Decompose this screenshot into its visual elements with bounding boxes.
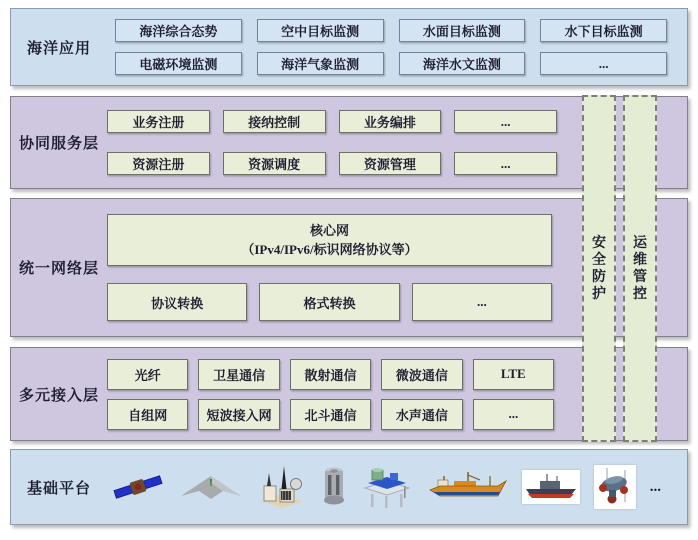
naval-ship-icon: [522, 470, 580, 504]
app-box: 海洋综合态势: [115, 19, 242, 42]
network-box: 格式转换: [259, 283, 399, 321]
access-box: 散射通信: [290, 359, 371, 390]
service-box: 资源注册: [107, 152, 210, 175]
satellite-icon: [111, 470, 165, 504]
layer-label-collaborative-services: 协同服务层: [18, 136, 99, 152]
core-network-box: [107, 214, 552, 266]
security-protection-bar: [582, 95, 616, 442]
app-box: 海洋水文监测: [399, 52, 526, 75]
access-row-2: [107, 399, 554, 430]
security-protection-label: 安全防护: [592, 235, 606, 302]
applications-row-2: [115, 52, 667, 75]
service-box: 业务注册: [107, 110, 210, 133]
core-network-title: 核心网: [309, 223, 349, 238]
operations-management-label: 运维管控: [633, 235, 647, 302]
layer-label-ocean-applications: 海洋应用: [26, 40, 91, 57]
access-box: 微波通信: [381, 359, 462, 390]
service-box-more: ...: [454, 110, 557, 133]
research-ship-icon: [428, 468, 508, 506]
underwater-vehicle-icon: [594, 465, 636, 509]
access-box: LTE: [473, 359, 554, 390]
layer-ocean-applications: [10, 8, 688, 86]
layer-label-basic-platform: 基础平台: [26, 480, 91, 497]
app-box: 空中目标监测: [257, 19, 384, 42]
service-box: 资源管理: [339, 152, 442, 175]
applications-content: [107, 19, 687, 75]
operations-management-bar: [623, 95, 657, 442]
layer-basic-platform: [10, 449, 688, 525]
app-box: 海洋气象监测: [257, 52, 384, 75]
network-box-more: ...: [412, 283, 552, 321]
applications-row-1: [115, 19, 667, 42]
access-box: 短波接入网: [198, 399, 279, 430]
service-box-more: ...: [454, 152, 557, 175]
app-box: 水下目标监测: [540, 19, 667, 42]
access-box: 北斗通信: [290, 399, 371, 430]
access-box: 自组网: [107, 399, 188, 430]
access-box-more: ...: [473, 399, 554, 430]
uav-drone-icon: [179, 473, 243, 501]
services-row-1: [107, 110, 557, 133]
app-box: 水面目标监测: [399, 19, 526, 42]
access-box: 水声通信: [381, 399, 462, 430]
service-box: 接纳控制: [223, 110, 326, 133]
network-box: 协议转换: [107, 283, 247, 321]
service-box: 业务编排: [339, 110, 442, 133]
access-row-1: [107, 359, 554, 390]
network-row: [107, 283, 552, 321]
service-box: 资源调度: [223, 152, 326, 175]
platform-icons-row: [107, 464, 687, 510]
access-box: 卫星通信: [198, 359, 279, 390]
core-network-protocols: （IPv4/IPv6/标识网络协议等）: [241, 242, 418, 257]
app-box: 电磁环境监测: [115, 52, 242, 75]
ground-station-icon: [257, 464, 307, 510]
app-box-more: ...: [540, 52, 667, 75]
layer-label-multi-access: 多元接入层: [18, 387, 99, 404]
offshore-platform-icon: [360, 464, 414, 510]
access-box: 光纤: [107, 359, 188, 390]
buoy-icon: [321, 465, 347, 509]
layer-label-unified-network: 统一网络层: [18, 261, 99, 277]
platform-more-label: ...: [649, 478, 661, 495]
services-row-2: [107, 152, 557, 175]
